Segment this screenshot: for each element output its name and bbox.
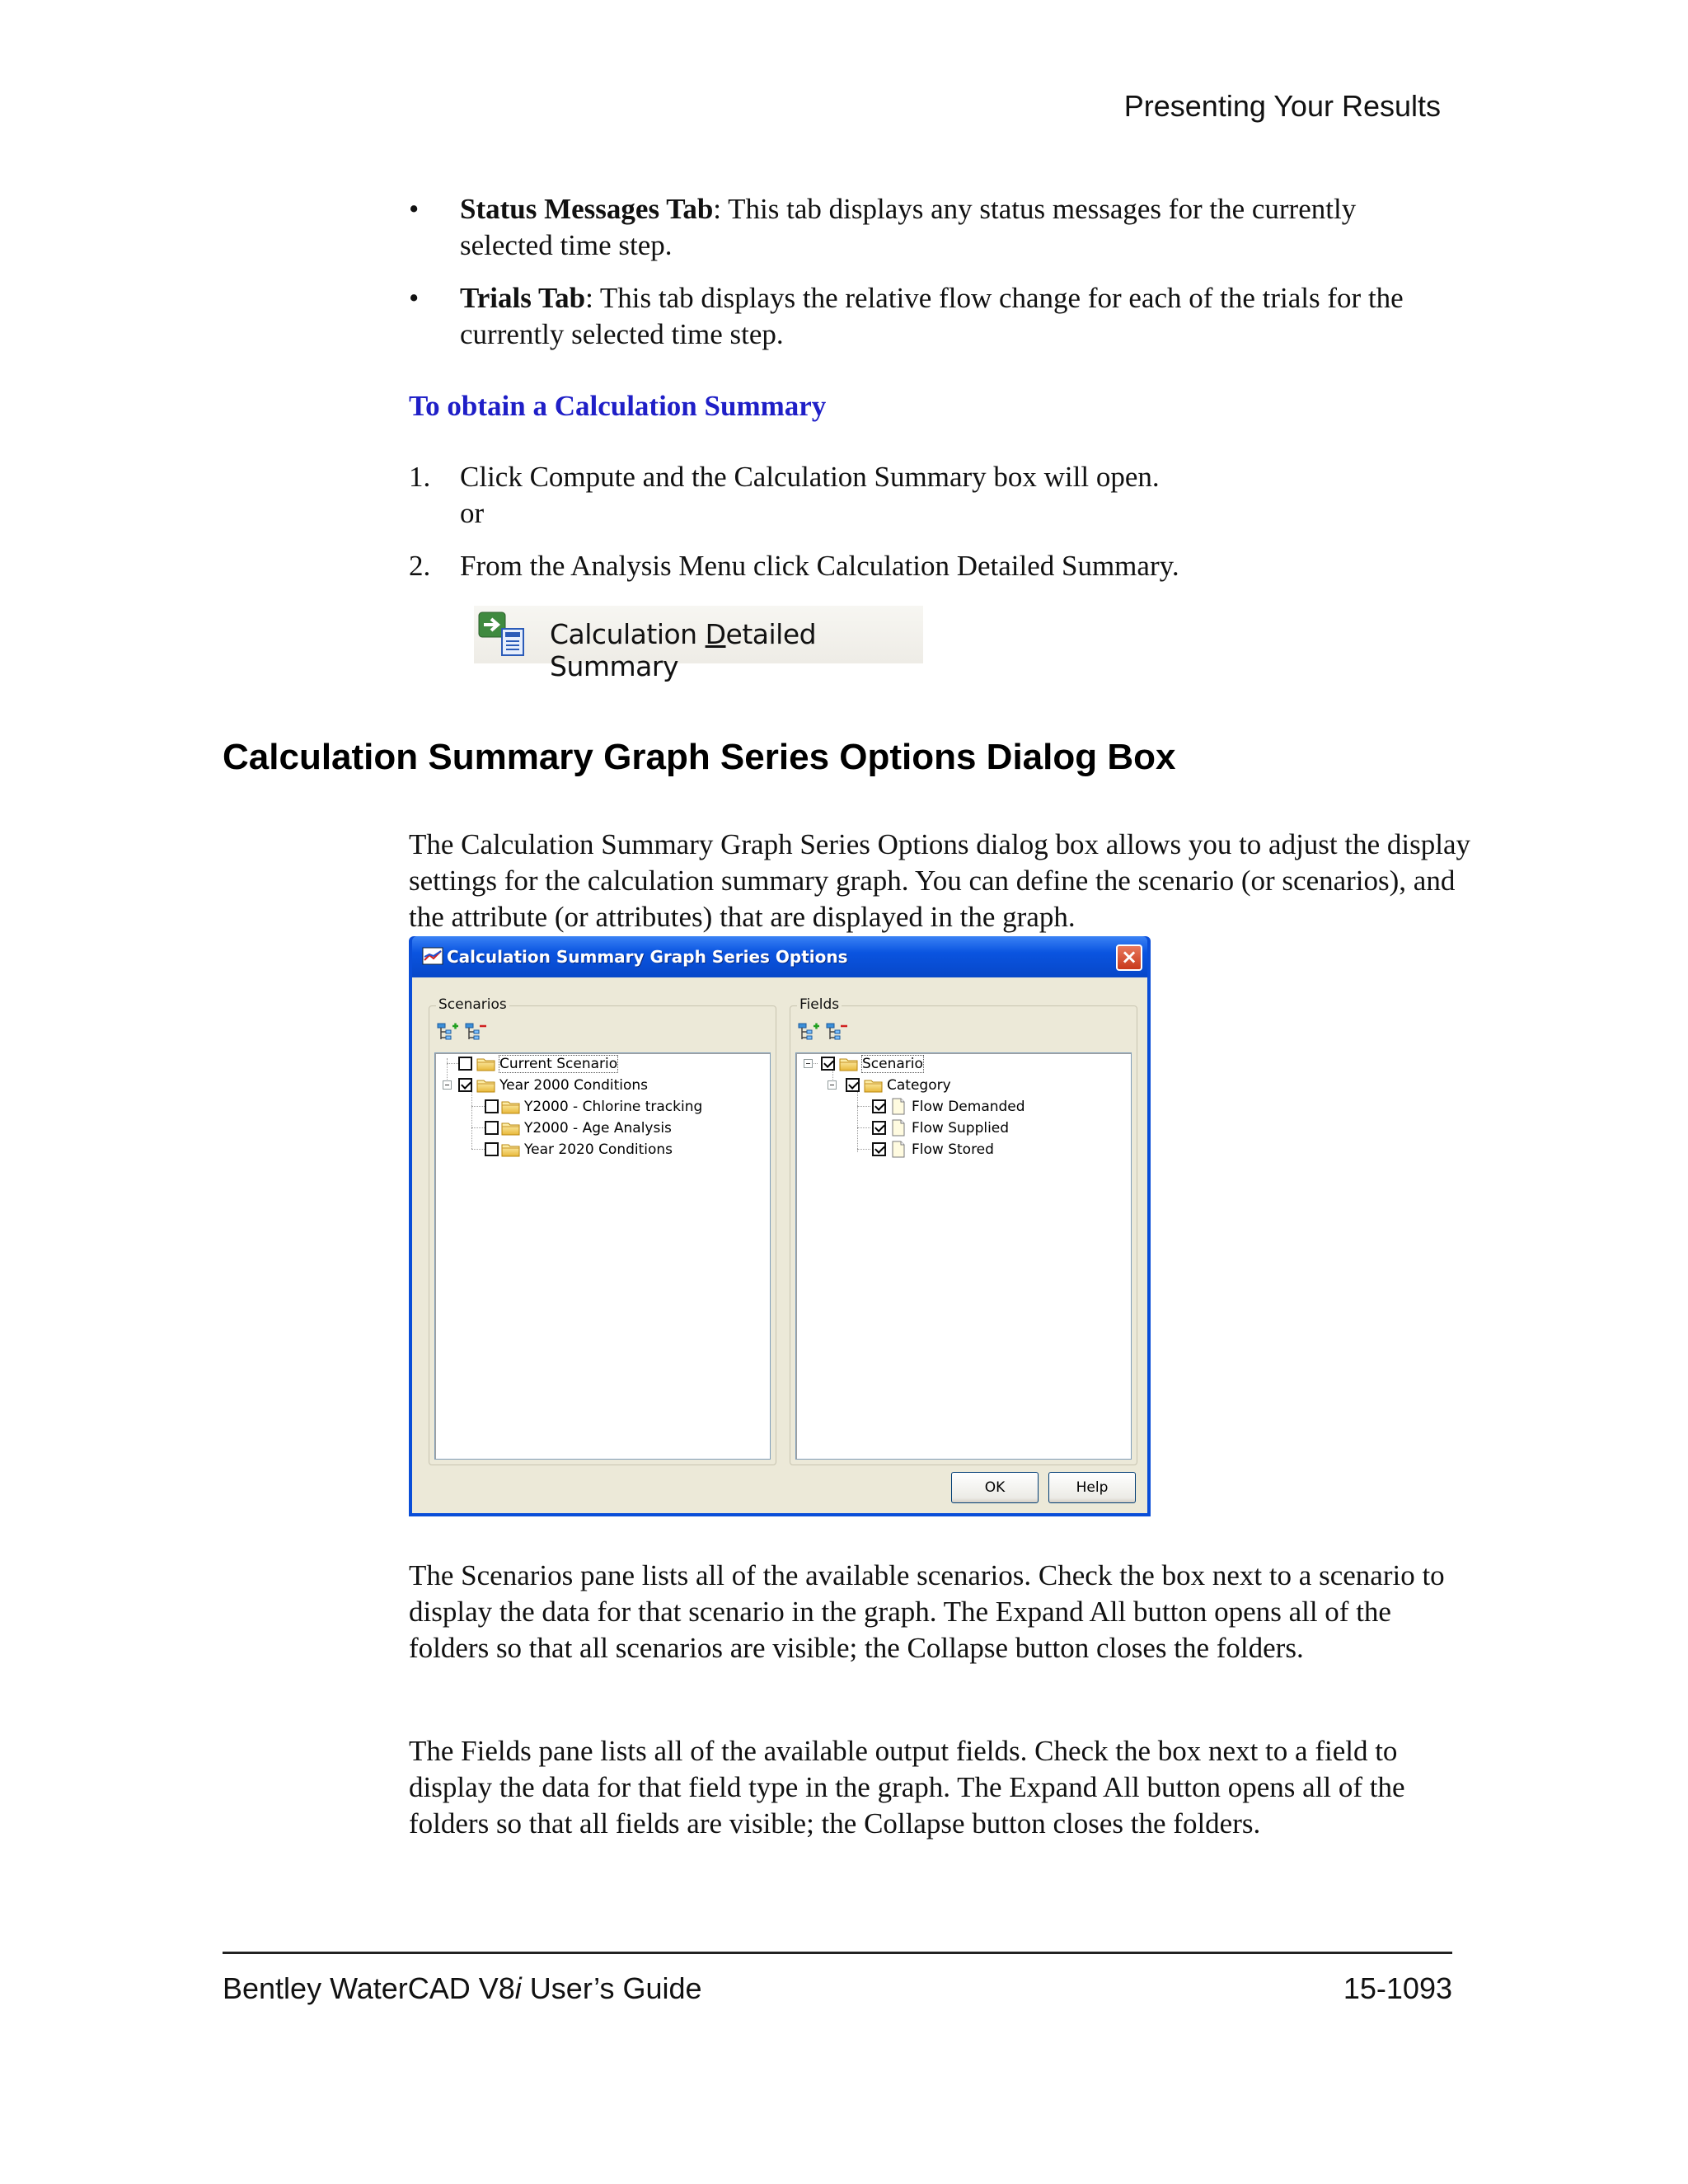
- folder-icon: [864, 1078, 884, 1093]
- tree-node[interactable]: [435, 1076, 765, 1096]
- bullet-text: : This tab displays any status messages for the currently selected time step.: [460, 193, 1357, 261]
- procedure-heading: To obtain a Calculation Summary: [409, 390, 827, 422]
- tree-node[interactable]: [435, 1141, 765, 1160]
- checkbox[interactable]: [485, 1121, 499, 1135]
- tree-node-label: Y2000 - Chlorine tracking: [524, 1099, 703, 1115]
- tree-node-label: Year 2020 Conditions: [524, 1141, 673, 1158]
- graph-icon: [422, 947, 443, 965]
- field-icon: [892, 1119, 905, 1137]
- fields-group: [790, 996, 1137, 1465]
- tree-node[interactable]: [796, 1076, 1126, 1096]
- folder-icon: [501, 1142, 521, 1157]
- checkbox[interactable]: [485, 1099, 499, 1113]
- fields-tree[interactable]: [795, 1052, 1132, 1460]
- list-item: [409, 459, 1456, 532]
- menu-item-label: Calculation Detailed Summary: [550, 618, 817, 682]
- tree-node[interactable]: [435, 1119, 765, 1139]
- menu-item-calculation-detailed-summary[interactable]: [474, 606, 923, 682]
- fields-pane-paragraph: The Fields pane lists all of the available output fields. Check the box next to a field to display the data for that field type in the graph. The Expand All button opens all of the folders so that all fields are visible; the Collapse button closes the folders.: [409, 1735, 1405, 1840]
- close-button[interactable]: [1116, 944, 1142, 971]
- tab-description-list: [409, 191, 1456, 369]
- scenarios-legend: Scenarios: [436, 996, 509, 1013]
- procedure-steps: [409, 459, 1456, 601]
- step-text: From the Analysis Menu click Calculation Detailed Summary.: [460, 550, 1179, 582]
- expand-all-icon[interactable]: [797, 1021, 820, 1044]
- footer-rule: [223, 1952, 1452, 1954]
- step-number: 1.: [409, 461, 431, 493]
- tree-node-label: Y2000 - Age Analysis: [524, 1120, 672, 1137]
- collapse-toggle-icon[interactable]: [828, 1080, 837, 1090]
- close-icon: ×: [1120, 945, 1138, 968]
- tree-node-label: Flow Stored: [912, 1141, 994, 1158]
- bullet-term: Trials Tab: [460, 282, 586, 314]
- folder-icon: [501, 1099, 521, 1114]
- tree-node[interactable]: [796, 1141, 1126, 1160]
- checkbox[interactable]: [846, 1078, 860, 1092]
- bullet-text: : This tab displays the relative flow change for each of the trials for the currently selected time step.: [460, 282, 1404, 350]
- tree-node-label: Flow Demanded: [912, 1099, 1025, 1115]
- tree-node[interactable]: [435, 1055, 765, 1075]
- list-item: • Trials Tab: This tab displays the relative flow change for each of the trials for the currently selected time step.: [409, 282, 1404, 350]
- tree-node-label: Category: [887, 1077, 951, 1094]
- folder-icon: [476, 1078, 496, 1093]
- tree-node-label: Scenario: [862, 1056, 923, 1072]
- help-button[interactable]: Help: [1048, 1472, 1136, 1503]
- folder-icon: [476, 1057, 496, 1071]
- list-item: • Status Messages Tab: This tab displays any status messages for the currently selected time step.: [409, 193, 1357, 261]
- checkbox[interactable]: [872, 1121, 886, 1135]
- step-sub-text: or: [460, 497, 485, 529]
- tree-node-label: Current Scenario: [499, 1056, 618, 1072]
- scenarios-pane-paragraph: The Scenarios pane lists all of the available scenarios. Check the box next to a scenario to display the data for that scenario in the graph. The Expand All button opens all of the folders so that all scenarios are visible; the Collapse button closes the folders.: [409, 1559, 1445, 1664]
- step-text: Click Compute and the Calculation Summary box will open.: [460, 461, 1160, 493]
- page-number: 15-1093: [1343, 1971, 1452, 2005]
- section-intro: The Calculation Summary Graph Series Options dialog box allows you to adjust the display settings for the calculation summary graph. You can define the scenario (or scenarios), and the attribute (or attributes) that are displayed in the graph.: [409, 828, 1471, 933]
- calculation-summary-icon: [477, 611, 532, 658]
- scenarios-group: [429, 996, 776, 1465]
- tree-node[interactable]: [796, 1098, 1126, 1118]
- field-icon: [892, 1141, 905, 1158]
- step-number: 2.: [409, 550, 431, 582]
- checkbox[interactable]: [485, 1142, 499, 1156]
- field-icon: [892, 1098, 905, 1115]
- scenarios-tree[interactable]: [434, 1052, 771, 1460]
- expand-all-icon[interactable]: [436, 1021, 459, 1044]
- tree-node[interactable]: [435, 1098, 765, 1118]
- checkbox[interactable]: [458, 1057, 472, 1071]
- graph-series-options-dialog: [409, 936, 1151, 1516]
- section-heading: Calculation Summary Graph Series Options Dialog Box: [223, 737, 1176, 777]
- collapse-toggle-icon[interactable]: [804, 1059, 813, 1068]
- checkbox[interactable]: [872, 1099, 886, 1113]
- checkbox[interactable]: [821, 1057, 835, 1071]
- running-header: Presenting Your Results: [1123, 89, 1441, 123]
- bullet-term: Status Messages Tab: [460, 193, 714, 225]
- ok-button[interactable]: OK: [951, 1472, 1039, 1503]
- footer-guide-title: Bentley WaterCAD V8i User’s Guide: [223, 1971, 702, 2005]
- dialog-client: [412, 977, 1147, 1513]
- tree-node-label: Year 2000 Conditions: [499, 1077, 649, 1094]
- tree-node-label: Flow Supplied: [912, 1120, 1010, 1137]
- collapse-toggle-icon[interactable]: [443, 1080, 452, 1090]
- folder-icon: [839, 1057, 859, 1071]
- list-item: [409, 548, 1456, 584]
- tree-node[interactable]: [796, 1055, 1126, 1075]
- dialog-title: Calculation Summary Graph Series Options: [447, 947, 848, 967]
- collapse-icon[interactable]: [464, 1021, 487, 1044]
- folder-icon: [501, 1121, 521, 1136]
- fields-legend: Fields: [797, 996, 842, 1013]
- tree-node[interactable]: [796, 1119, 1126, 1139]
- checkbox[interactable]: [872, 1142, 886, 1156]
- collapse-icon[interactable]: [825, 1021, 848, 1044]
- dialog-titlebar[interactable]: [412, 936, 1147, 977]
- checkbox[interactable]: [458, 1078, 472, 1092]
